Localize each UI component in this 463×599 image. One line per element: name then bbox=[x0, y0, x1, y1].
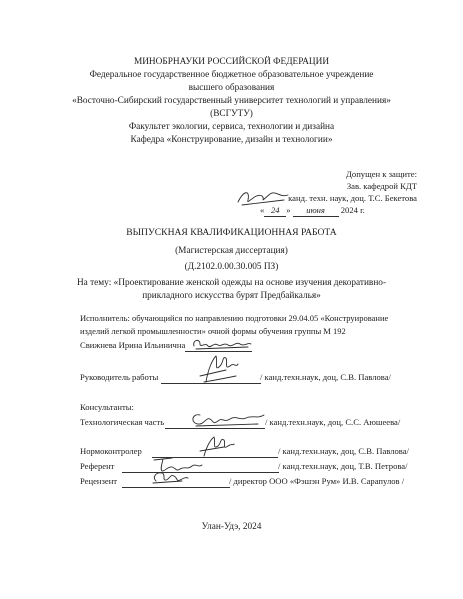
approval-month: июня bbox=[293, 205, 339, 217]
head-name: канд. техн. наук, доц. Т.С. Бекетова bbox=[288, 193, 417, 203]
norm-control-label: Нормоконтролер bbox=[80, 446, 142, 456]
referee-label: Референт bbox=[80, 461, 115, 471]
faculty-line: Факультет экологии, сервиса, технологии и дизайна bbox=[128, 122, 335, 132]
consultants-label: Консультанты: bbox=[80, 402, 134, 412]
admitted-label: Допущен к защите: bbox=[346, 169, 417, 179]
executor-line-2: изделий легкой промышленности» очной формы обучения группы М 192 bbox=[80, 326, 346, 336]
tech-part-signature bbox=[188, 409, 268, 429]
supervisor-info: / канд.техн.наук, доц, С.В. Павлова/ bbox=[260, 372, 391, 382]
supervisor-label: Руководитель работы bbox=[80, 372, 159, 382]
department-line: Кафедра «Конструирование, дизайн и технологии» bbox=[130, 135, 333, 145]
reviewer-signature-line bbox=[122, 487, 230, 488]
tech-part-info: / канд.техн.наук, доц, С.С. Аюшеева/ bbox=[265, 417, 401, 427]
reviewer-info: / директор ООО «Фэшэн Рум» И.В. Сарапулов / bbox=[229, 476, 405, 486]
university-abbr: (ВСГУТУ) bbox=[210, 109, 253, 119]
city-year: Улан-Удэ, 2024 bbox=[201, 522, 262, 532]
approval-date: « 24 » июня 2024 г. bbox=[260, 205, 365, 215]
institution-type-line: Федеральное государственное бюджетное образовательное учреждение bbox=[89, 70, 374, 80]
education-level-line: высшего образования bbox=[188, 83, 275, 93]
work-code: (Д.2102.0.00.30.005 ПЗ) bbox=[184, 262, 279, 272]
topic-line-2: прикладного искусства бурят Предбайкалья» bbox=[142, 291, 321, 301]
executor-signature bbox=[190, 336, 254, 352]
tech-part-label: Технологическая часть bbox=[80, 417, 165, 427]
approval-day: 24 bbox=[264, 205, 286, 217]
reviewer-signature bbox=[150, 469, 190, 487]
university-name: «Восточно-Сибирский государственный университет технологий и управления» bbox=[72, 96, 391, 106]
ministry-line: МИНОБРНАУКИ РОССИЙСКОЙ ФЕДЕРАЦИИ bbox=[133, 57, 330, 67]
executor-line-1: Исполнитель: обучающийся по направлению подготовки 29.04.05 «Конструирование bbox=[80, 313, 389, 323]
work-title: ВЫПУСКНАЯ КВАЛИФИКАЦИОННАЯ РАБОТА bbox=[126, 227, 337, 238]
head-signature bbox=[236, 186, 292, 208]
supervisor-signature bbox=[196, 352, 242, 386]
topic-line-1: На тему: «Проектирование женской одежды на основе изучения декоративно- bbox=[76, 278, 387, 288]
reviewer-label: Рецензент bbox=[80, 476, 118, 486]
norm-control-info: / канд.техн.наук, доц, С.В. Павлова/ bbox=[278, 446, 409, 456]
referee-info: / канд.техн.наук, доц, Т.В. Петрова/ bbox=[278, 461, 408, 471]
executor-name: Свижнева Ирина Ильинична bbox=[80, 340, 186, 350]
work-type: (Магистерская диссертация) bbox=[175, 246, 288, 256]
head-of-department: Зав. кафедрой КДТ bbox=[346, 181, 417, 191]
